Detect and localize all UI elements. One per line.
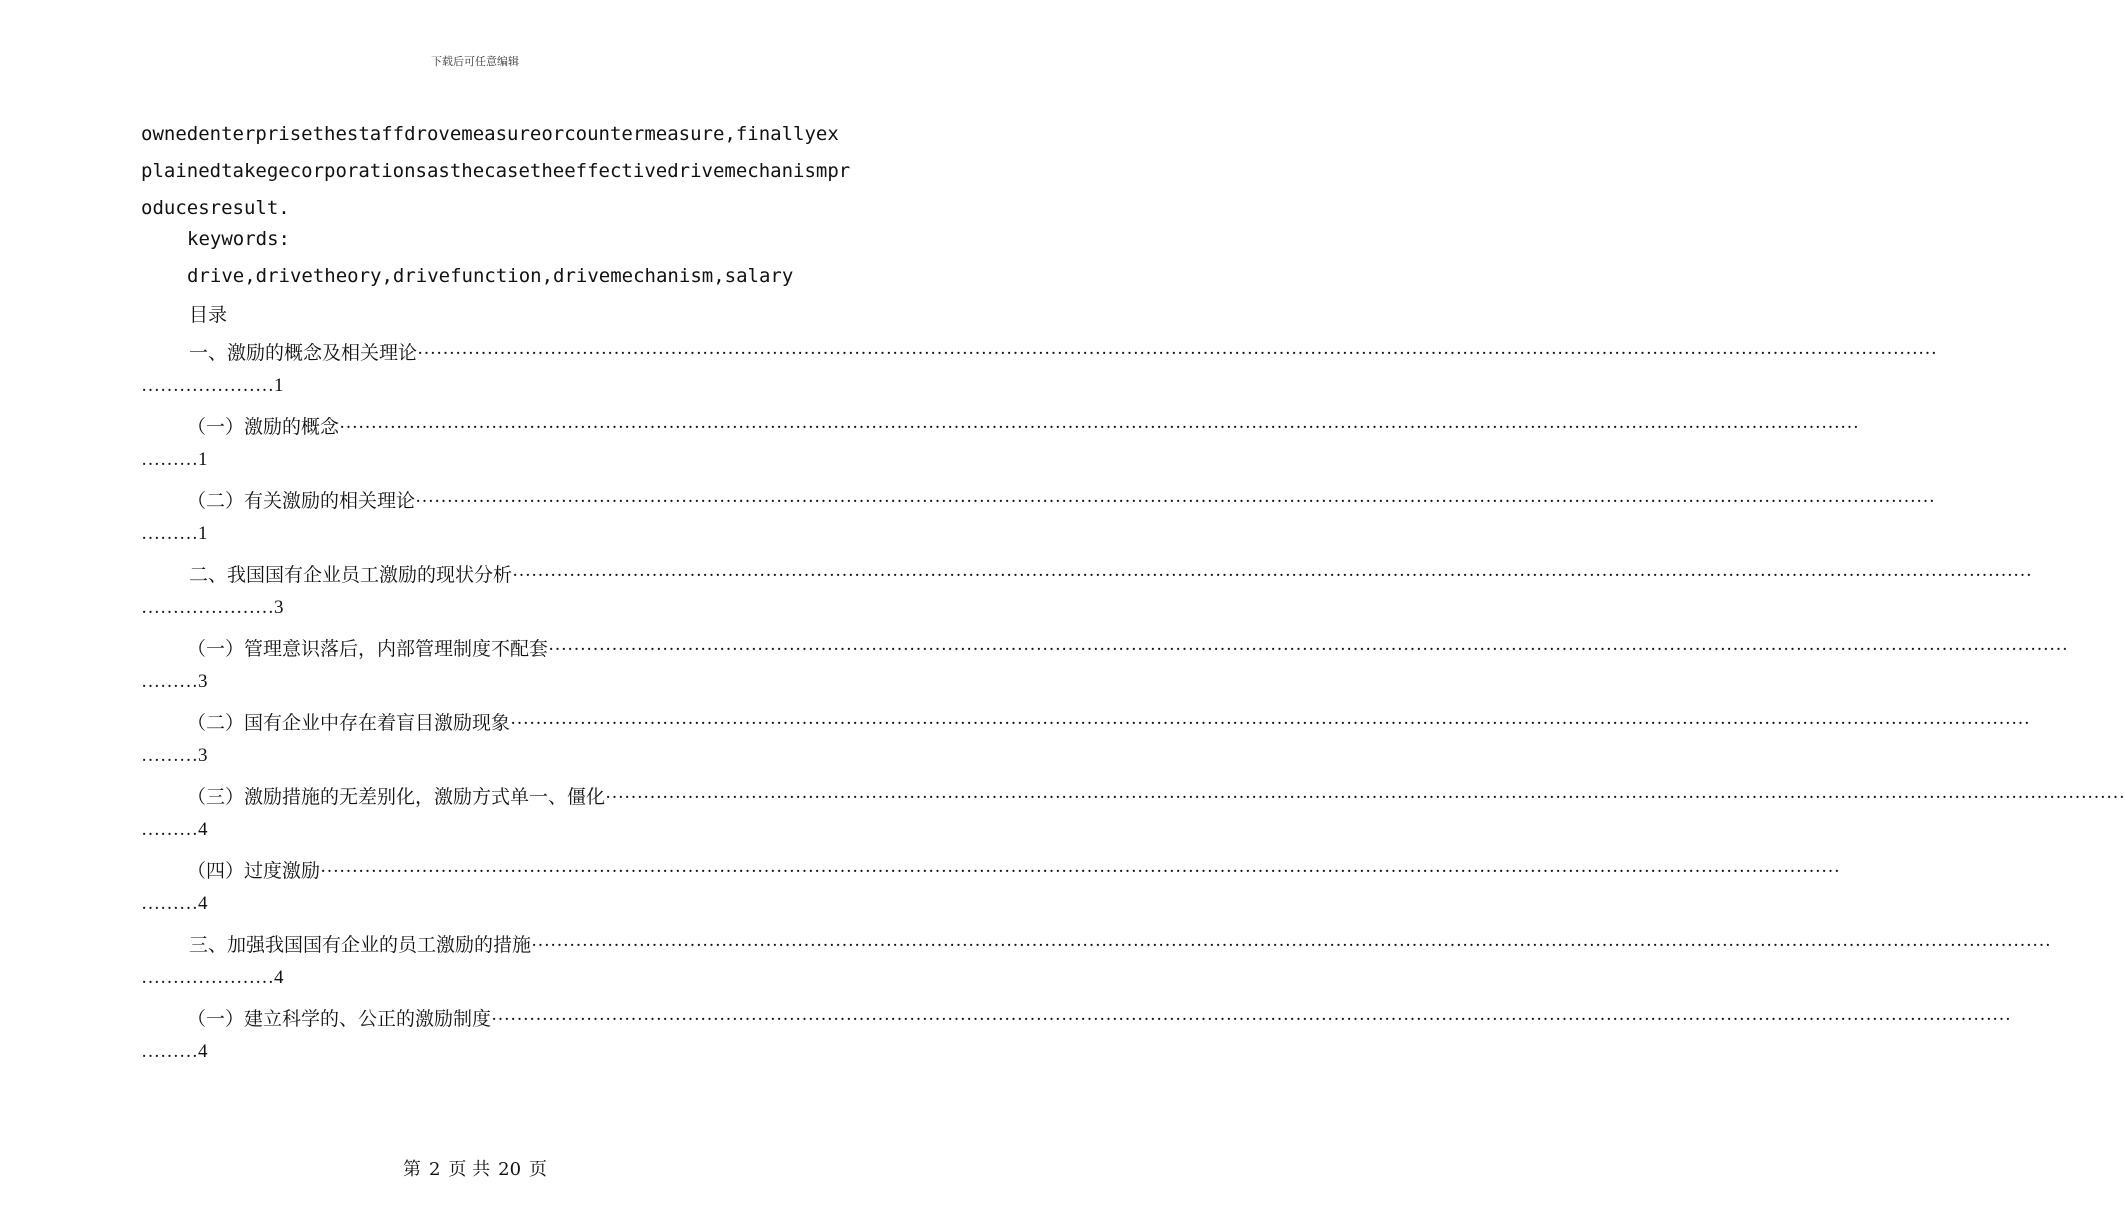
toc-entry-title: 三、加强我国国有企业的员工激励的措施 (189, 934, 532, 956)
toc-page-number: 1 (198, 523, 208, 544)
toc-entry (187, 708, 2031, 735)
toc-entry-title: （四）过度激励 (187, 860, 321, 882)
footer-prefix: 第 (402, 1159, 421, 1180)
toc-title: 目录 (189, 304, 228, 326)
toc-page-number: 4 (198, 819, 208, 840)
toc-leader-dots: ………………… (141, 967, 274, 988)
abstract-text (141, 116, 851, 227)
toc-entry-title: （三）激励措施的无差别化，激励方式单一、僵化 (187, 786, 606, 808)
toc-leader-dots: ……… (141, 671, 198, 692)
toc-entry-continuation (141, 893, 208, 915)
toc-entry-continuation (141, 819, 208, 841)
toc-entry-continuation (141, 449, 208, 471)
toc-leader-dots: ……… (141, 1041, 198, 1062)
toc-leader-dots: …………………………………………………………………………………………………………………………………………………………………………………………………………………… (531, 930, 2052, 951)
toc-entry (187, 486, 1936, 513)
toc-entry-continuation (141, 967, 284, 989)
toc-entry (189, 930, 2052, 957)
keywords-label: keywords: (187, 228, 290, 250)
toc-leader-dots: ………………… (141, 597, 274, 618)
toc-page-number: 4 (274, 967, 284, 988)
toc-entry-continuation (141, 597, 284, 619)
footer-suffix: 页 (529, 1159, 548, 1180)
toc-entry-title: （一）建立科学的、公正的激励制度 (187, 1008, 492, 1030)
toc-leader-dots: ……… (141, 893, 198, 914)
toc-page-number: 1 (198, 449, 208, 470)
toc-page-number: 1 (274, 375, 284, 396)
footer-page-number: 2 (428, 1159, 441, 1180)
footer-mid: 页 共 (448, 1159, 491, 1180)
abstract-line: ownedenterprisethestaffdrovemeasureorcountermeasure,finallyex (141, 123, 839, 145)
toc-entry-title: （一）激励的概念 (187, 416, 340, 438)
toc-entry (187, 634, 2069, 661)
toc-leader-dots: …………………………………………………………………………………………………………………………………………………………………………………………………………………… (491, 1004, 2012, 1025)
toc-page-number: 3 (198, 745, 208, 766)
toc-entry-continuation (141, 375, 284, 397)
toc-leader-dots: …………………………………………………………………………………………………………………………………………………………………………………………………………………… (605, 782, 2125, 803)
toc-leader-dots: …………………………………………………………………………………………………………………………………………………………………………………………………………………… (339, 412, 1860, 433)
abstract-line: plainedtakegecorporationsasthecasetheeffectivedrivemechanismpr (141, 160, 851, 182)
toc-entry-title: （二）有关激励的相关理论 (187, 490, 416, 512)
toc-entry-continuation (141, 523, 208, 545)
footer-total-pages: 20 (498, 1159, 522, 1180)
toc-leader-dots: …………………………………………………………………………………………………………………………………………………………………………………………………………………… (417, 338, 1938, 359)
toc-leader-dots: ……… (141, 745, 198, 766)
toc-page-number: 4 (198, 1041, 208, 1062)
toc-leader-dots: ……… (141, 449, 198, 470)
toc-entry-continuation (141, 671, 208, 693)
page-footer (0, 1155, 950, 1181)
toc-leader-dots: …………………………………………………………………………………………………………………………………………………………………………………………………………………… (510, 708, 2031, 729)
toc-leader-dots: ……… (141, 819, 198, 840)
toc-leader-dots: ………………… (141, 375, 274, 396)
toc-leader-dots: …………………………………………………………………………………………………………………………………………………………………………………………………………………… (512, 560, 2033, 581)
toc-page-number: 4 (198, 893, 208, 914)
toc-entry-continuation (141, 745, 208, 767)
toc-entry-title: 一、激励的概念及相关理论 (189, 342, 418, 364)
toc-entry (189, 338, 1938, 365)
toc-entry-title: 二、我国国有企业员工激励的现状分析 (189, 564, 513, 586)
toc-entry (189, 560, 2033, 587)
toc-page-number: 3 (274, 597, 284, 618)
toc-entry-title: （二）国有企业中存在着盲目激励现象 (187, 712, 511, 734)
toc-entry (187, 1004, 2012, 1031)
page-header: 下载后可任意编辑 (431, 55, 519, 68)
toc-entry-continuation (141, 1041, 208, 1063)
abstract-line: oducesresult. (141, 197, 290, 219)
toc-leader-dots: …………………………………………………………………………………………………………………………………………………………………………………………………………………… (320, 856, 1841, 877)
toc-page-number: 3 (198, 671, 208, 692)
toc-leader-dots: ……… (141, 523, 198, 544)
toc-entry (187, 856, 1841, 883)
keywords-value: drive,drivetheory,drivefunction,drivemechanism,salary (187, 265, 794, 287)
toc-entry (187, 412, 1860, 439)
toc-leader-dots: …………………………………………………………………………………………………………………………………………………………………………………………………………………… (415, 486, 1936, 507)
toc-leader-dots: …………………………………………………………………………………………………………………………………………………………………………………………………………………… (548, 634, 2069, 655)
toc-entry (187, 782, 2125, 809)
toc-entry-title: （一）管理意识落后，内部管理制度不配套 (187, 638, 549, 660)
